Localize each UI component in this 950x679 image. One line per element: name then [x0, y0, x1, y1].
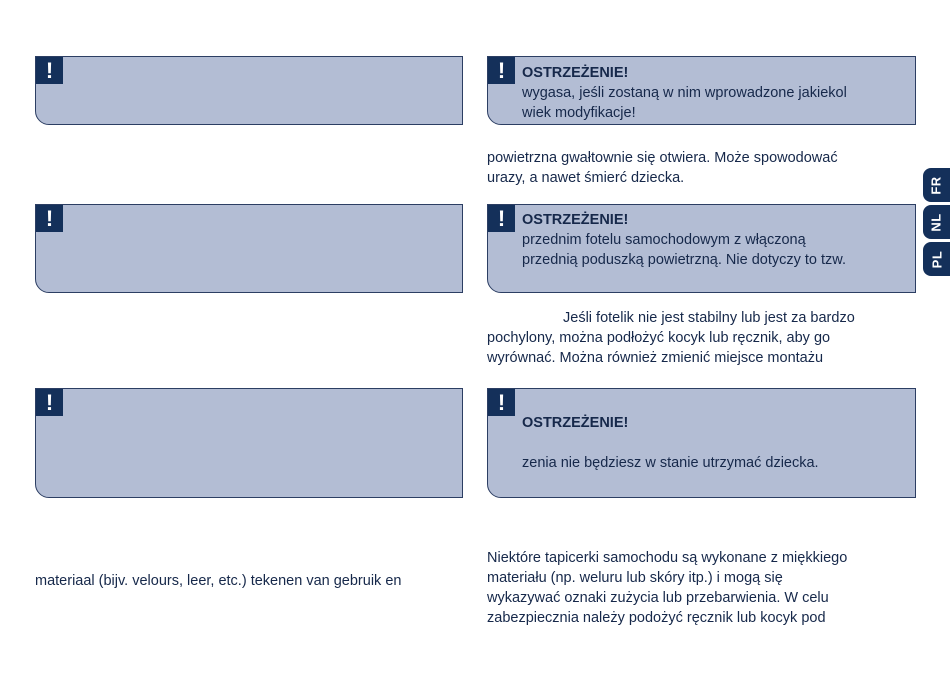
right-paragraph-3: [487, 548, 917, 628]
paragraph-line: wykazywać oznaki zużycia lub przebarwienia. W celu: [487, 590, 829, 606]
warning-exclamation-icon: !: [488, 57, 515, 84]
warning-exclamation-icon: !: [36, 389, 63, 416]
warning-exclamation-icon: !: [488, 205, 515, 232]
right-warning-box-3: [487, 388, 916, 498]
paragraph-line: Jeśli fotelik nie jest stabilny lub jest za bardzo: [563, 310, 855, 326]
left-warning-box-1: [35, 56, 463, 125]
tab-label: PL: [929, 250, 944, 268]
warning-line: zenia nie będziesz w stanie utrzymać dziecka.: [522, 455, 819, 471]
paragraph-line: urazy, a nawet śmierć dziecka.: [487, 170, 685, 186]
warning-content: [522, 210, 907, 270]
warning-exclamation-icon: !: [36, 57, 63, 84]
left-warning-box-2: [35, 204, 463, 293]
tab-label: FR: [929, 175, 944, 195]
left-paragraph: materiaal (bijv. velours, leer, etc.) tekenen van gebruik en: [35, 573, 402, 589]
warning-exclamation-icon: !: [36, 205, 63, 232]
right-paragraph-2: [487, 308, 917, 368]
language-tab-pl[interactable]: [923, 242, 950, 276]
paragraph-line: Niektóre tapicerki samochodu są wykonane z miękkiego: [487, 550, 848, 566]
warning-exclamation-icon: !: [488, 389, 515, 416]
language-tabs: [923, 168, 950, 279]
tab-label: NL: [929, 212, 944, 232]
paragraph-line: zabezpiecznia należy podożyć ręcznik lub kocyk pod: [487, 610, 826, 626]
right-warning-box-1: [487, 56, 916, 125]
right-warning-box-2: [487, 204, 916, 293]
warning-content: [522, 413, 907, 473]
right-paragraph-1: [487, 148, 917, 188]
warning-title: OSTRZEŻENIE!: [522, 65, 629, 81]
paragraph-line: wyrównać. Można również zmienić miejsce montażu: [487, 350, 824, 366]
left-warning-box-3: [35, 388, 463, 498]
language-tab-nl[interactable]: [923, 205, 950, 239]
warning-line: przednim fotelu samochodowym z włączoną: [522, 232, 806, 248]
warning-line: przednią poduszką powietrzną. Nie dotyczy to tzw.: [522, 252, 846, 268]
paragraph-line: powietrzna gwałtownie się otwiera. Może spowodować: [487, 150, 838, 166]
warning-line: wygasa, jeśli zostaną w nim wprowadzone jakiekol: [522, 85, 847, 101]
language-tab-fr[interactable]: [923, 168, 950, 202]
warning-content: [522, 63, 907, 123]
warning-title: OSTRZEŻENIE!: [522, 415, 629, 431]
paragraph-line: materiału (np. weluru lub skóry itp.) i mogą się: [487, 570, 783, 586]
warning-title: OSTRZEŻENIE!: [522, 212, 629, 228]
paragraph-line: pochylony, można podłożyć kocyk lub ręcznik, aby go: [487, 330, 831, 346]
warning-line: wiek modyfikacje!: [522, 105, 636, 121]
